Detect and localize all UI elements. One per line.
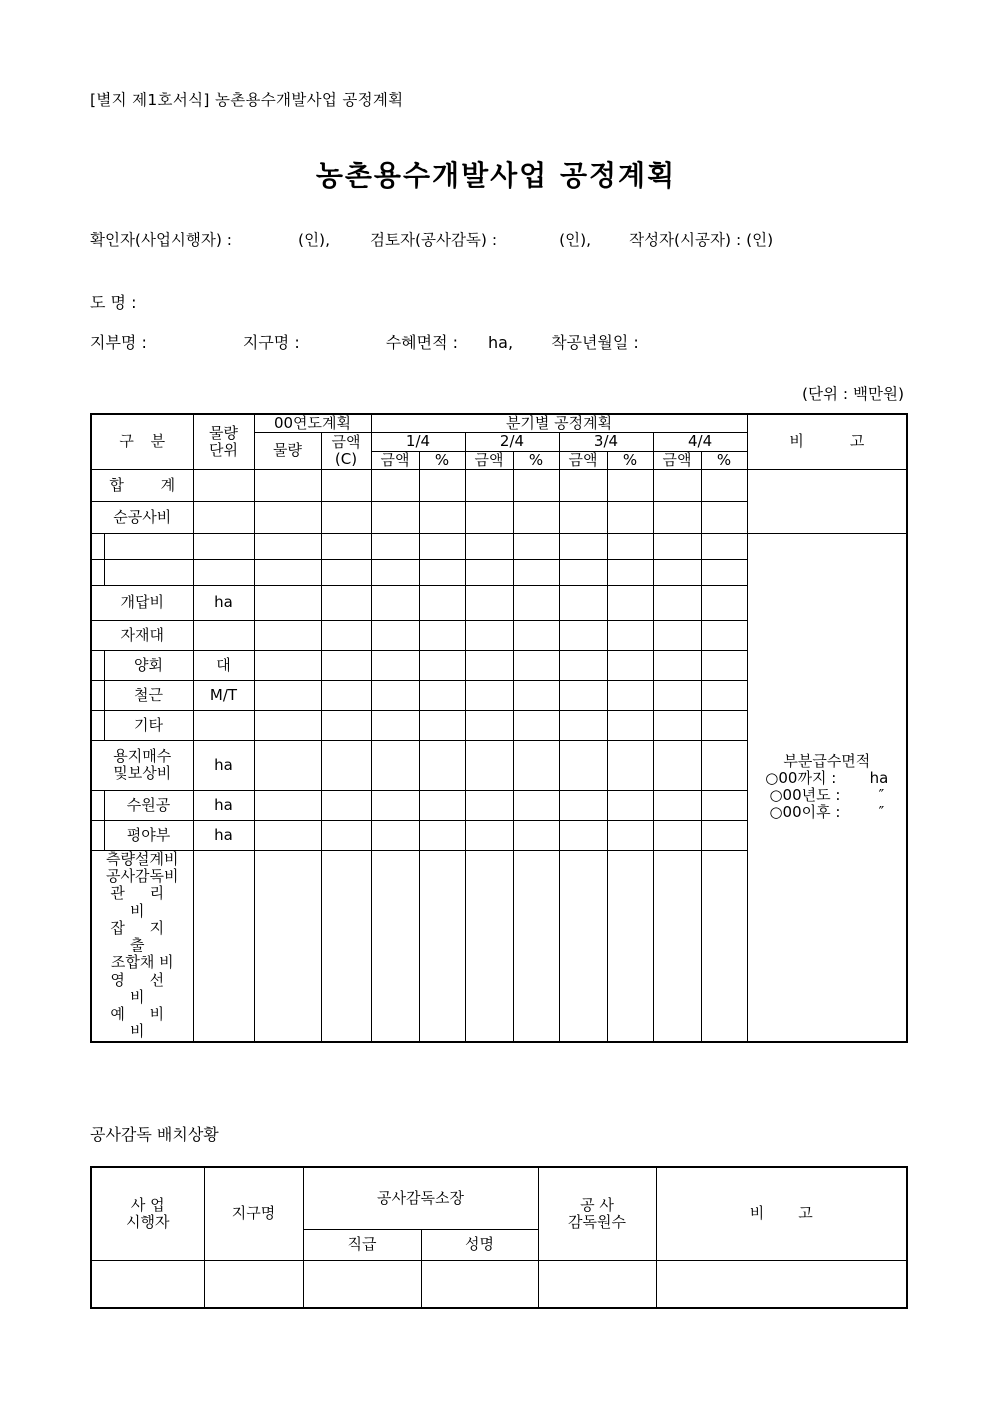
cell-q1-percent[interactable]	[419, 533, 465, 559]
cell-q3-percent[interactable]	[607, 533, 653, 559]
cell-q2-amount[interactable]	[465, 559, 513, 585]
header-quarter-1: 1/4	[371, 433, 465, 451]
page-title: 농촌용수개발사업 공정계획	[315, 159, 677, 192]
cell-year-volume[interactable]	[254, 620, 321, 650]
cell-q1-amount[interactable]	[371, 850, 419, 1041]
cell-q4-percent[interactable]	[701, 469, 747, 501]
cell-q4-percent[interactable]	[701, 585, 747, 620]
cell-q3-amount[interactable]	[559, 850, 607, 1041]
row-indent-spacer	[91, 533, 104, 559]
cell-q1-amount[interactable]	[371, 533, 419, 559]
cell-year-volume[interactable]	[254, 710, 321, 740]
row-indent-spacer	[91, 820, 104, 850]
row-label: 평야부	[104, 820, 193, 850]
cell-district[interactable]	[204, 1260, 303, 1308]
cell-year-amount[interactable]	[321, 850, 371, 1041]
expense-line: 공사감독비	[106, 867, 179, 885]
cell-year-amount[interactable]	[321, 820, 371, 850]
cell-year-volume[interactable]	[254, 850, 321, 1041]
cell-q2-percent[interactable]	[513, 790, 559, 820]
cell-q1-percent[interactable]	[419, 740, 465, 790]
cell-q1-amount[interactable]	[371, 559, 419, 585]
cell-q3-percent[interactable]	[607, 650, 653, 680]
cell-q2-amount[interactable]	[465, 501, 513, 533]
table-row	[91, 469, 907, 501]
cell-q1-amount[interactable]	[371, 820, 419, 850]
cell-q2-percent[interactable]	[513, 620, 559, 650]
cell-q4-percent[interactable]	[701, 680, 747, 710]
cell-q2-percent[interactable]	[513, 850, 559, 1041]
row-unit	[193, 710, 254, 740]
cell-year-amount[interactable]	[321, 469, 371, 501]
cell-q2-percent[interactable]	[513, 650, 559, 680]
area-label: 수혜면적 :	[385, 333, 459, 352]
cell-q4-amount[interactable]	[653, 740, 701, 790]
row-unit: ha	[193, 740, 254, 790]
cell-year-amount[interactable]	[321, 710, 371, 740]
cell-year-amount[interactable]	[321, 585, 371, 620]
header-district: 지구명	[204, 1167, 303, 1260]
header-q2-percent: %	[513, 451, 559, 469]
cell-q2-amount[interactable]	[465, 620, 513, 650]
cell-q3-percent[interactable]	[607, 585, 653, 620]
cell-year-amount[interactable]	[321, 740, 371, 790]
cell-q3-percent[interactable]	[607, 710, 653, 740]
cell-q4-percent[interactable]	[701, 850, 747, 1041]
sub-table-row	[91, 1260, 907, 1308]
cell-year-amount[interactable]	[321, 559, 371, 585]
cell-q1-amount[interactable]	[371, 501, 419, 533]
cell-q3-amount[interactable]	[559, 710, 607, 740]
expense-line: 조합채 비	[110, 953, 174, 972]
cell-q2-amount[interactable]	[465, 469, 513, 501]
table-header-row-1	[91, 414, 907, 433]
cell-year-volume[interactable]	[254, 559, 321, 585]
cell-q1-percent[interactable]	[419, 790, 465, 820]
header-chief-supervisor: 공사감독소장	[303, 1167, 538, 1229]
row-label-line1: 용지매수	[113, 747, 172, 765]
cell-year-volume[interactable]	[254, 740, 321, 790]
cell-q4-percent[interactable]	[701, 620, 747, 650]
cell-q4-amount[interactable]	[653, 469, 701, 501]
cell-q1-amount[interactable]	[371, 790, 419, 820]
district-field-row	[90, 330, 639, 353]
cell-q2-percent[interactable]	[513, 820, 559, 850]
cell-q1-amount[interactable]	[371, 620, 419, 650]
row-label[interactable]	[104, 559, 193, 585]
signature-line	[90, 228, 890, 252]
cell-q4-amount[interactable]	[653, 533, 701, 559]
cell-q2-percent[interactable]	[513, 533, 559, 559]
row-indent-spacer	[91, 650, 104, 680]
bigo-note-item: ○00이후 : ″	[769, 803, 885, 822]
cell-q3-percent[interactable]	[607, 469, 653, 501]
cell-year-amount[interactable]	[321, 501, 371, 533]
start-date-label: 착공년월일 :	[551, 333, 639, 352]
cell-year-volume[interactable]	[254, 585, 321, 620]
cell-q1-percent[interactable]	[419, 620, 465, 650]
cell-q3-amount[interactable]	[559, 559, 607, 585]
bigo-note-cell[interactable]	[747, 533, 907, 1041]
cell-year-volume[interactable]	[254, 469, 321, 501]
header-supervisor-count: 공 사 감독원수	[538, 1167, 656, 1260]
cell-q1-percent[interactable]	[419, 650, 465, 680]
header-gubun: 구 분	[91, 414, 193, 469]
cell-year-volume[interactable]	[254, 680, 321, 710]
cell-q4-amount[interactable]	[653, 710, 701, 740]
row-indent-spacer	[91, 710, 104, 740]
sub-section-heading: 공사감독 배치상황	[90, 1125, 219, 1144]
bigo-note-title: 부분급수면적	[783, 751, 871, 770]
cell-q4-percent[interactable]	[701, 710, 747, 740]
cell-name[interactable]	[421, 1260, 538, 1308]
table-row	[91, 533, 907, 559]
row-indent-spacer	[91, 790, 104, 820]
row-label: 철근	[104, 680, 193, 710]
header-agency: 사 업 시행자	[91, 1167, 204, 1260]
cell-q2-percent[interactable]	[513, 585, 559, 620]
row-label: 수원공	[104, 790, 193, 820]
unit-note: (단위 : 백만원)	[801, 385, 904, 403]
cell-q1-percent[interactable]	[419, 850, 465, 1041]
cell-supervisor-count[interactable]	[538, 1260, 656, 1308]
row-label-line2: 및보상비	[113, 764, 172, 783]
header-q3-amount: 금액	[559, 451, 607, 469]
cell-year-volume[interactable]	[254, 501, 321, 533]
row-label: 순공사비	[91, 501, 193, 533]
cell-q2-amount[interactable]	[465, 790, 513, 820]
header-year-amount: 금액 (C)	[321, 433, 371, 470]
header-quarter-2: 2/4	[465, 433, 559, 451]
cell-q2-percent[interactable]	[513, 680, 559, 710]
confirmer-seal: (인),	[298, 231, 331, 249]
cell-year-volume[interactable]	[254, 790, 321, 820]
cell-q2-amount[interactable]	[465, 533, 513, 559]
cell-q2-amount[interactable]	[465, 680, 513, 710]
cell-q1-amount[interactable]	[371, 469, 419, 501]
row-unit	[193, 533, 254, 559]
area-unit: ha,	[488, 333, 514, 352]
cell-q3-percent[interactable]	[607, 620, 653, 650]
header-q1-amount: 금액	[371, 451, 419, 469]
cell-q4-percent[interactable]	[701, 533, 747, 559]
reviewer-seal: (인),	[559, 231, 592, 249]
expense-line: 영 선 비	[110, 970, 175, 1006]
header-bigo: 비 고	[656, 1167, 907, 1260]
cell-q3-amount[interactable]	[559, 533, 607, 559]
cell-q1-amount[interactable]	[371, 650, 419, 680]
row-indent-spacer	[91, 559, 104, 585]
header-bigo: 비 고	[747, 414, 907, 469]
expense-line: 잡 지 출	[110, 918, 175, 954]
reviewer-label: 검토자(공사감독) :	[370, 231, 498, 249]
cell-q2-amount[interactable]	[465, 710, 513, 740]
cell-q2-amount[interactable]	[465, 740, 513, 790]
cell-q4-amount[interactable]	[653, 820, 701, 850]
cell-year-amount[interactable]	[321, 620, 371, 650]
cell-year-amount[interactable]	[321, 533, 371, 559]
cell-q4-amount[interactable]	[653, 790, 701, 820]
row-unit: ha	[193, 820, 254, 850]
cell-year-volume[interactable]	[254, 820, 321, 850]
header-rank: 직급	[303, 1229, 421, 1260]
row-label[interactable]	[104, 533, 193, 559]
province-field-row	[90, 290, 136, 313]
cell-q4-percent[interactable]	[701, 820, 747, 850]
cell-q3-amount[interactable]	[559, 469, 607, 501]
form-code-label: [별지 제1호서식] 농촌용수개발사업 공정계획	[90, 91, 404, 109]
cell-rank[interactable]	[303, 1260, 421, 1308]
cell-q3-amount[interactable]	[559, 650, 607, 680]
cell-q3-amount[interactable]	[559, 620, 607, 650]
cell-q2-percent[interactable]	[513, 469, 559, 501]
cell-q2-amount[interactable]	[465, 820, 513, 850]
row-label: 양회	[104, 650, 193, 680]
branch-label: 지부명 :	[90, 333, 147, 352]
cell-q3-amount[interactable]	[559, 790, 607, 820]
cell-q1-percent[interactable]	[419, 585, 465, 620]
row-unit	[193, 850, 254, 1041]
cell-q2-percent[interactable]	[513, 740, 559, 790]
cell-bigo[interactable]	[656, 1260, 907, 1308]
cell-q3-amount[interactable]	[559, 740, 607, 790]
cell-q1-percent[interactable]	[419, 820, 465, 850]
row-unit	[193, 501, 254, 533]
cell-q2-percent[interactable]	[513, 710, 559, 740]
cell-q3-amount[interactable]	[559, 501, 607, 533]
cell-year-volume[interactable]	[254, 650, 321, 680]
row-unit: ha	[193, 585, 254, 620]
supervisor-assignment-table	[90, 1166, 908, 1309]
row-label: 개답비	[91, 585, 193, 620]
header-year-volume: 물량	[254, 433, 321, 470]
row-label: 자재대	[91, 620, 193, 650]
header-q4-percent: %	[701, 451, 747, 469]
cell-q4-amount[interactable]	[653, 559, 701, 585]
cell-q4-amount[interactable]	[653, 585, 701, 620]
cell-q3-percent[interactable]	[607, 820, 653, 850]
cell-q3-percent[interactable]	[607, 559, 653, 585]
cell-q1-percent[interactable]	[419, 710, 465, 740]
cell-q4-amount[interactable]	[653, 501, 701, 533]
row-unit	[193, 469, 254, 501]
cell-q3-amount[interactable]	[559, 820, 607, 850]
sub-table-header-row-1	[91, 1167, 907, 1229]
row-unit	[193, 620, 254, 650]
cell-q2-amount[interactable]	[465, 850, 513, 1041]
row-unit: 대	[193, 650, 254, 680]
cell-agency[interactable]	[91, 1260, 204, 1308]
expense-line: 예 비 비	[110, 1005, 175, 1041]
row-label: 합 계	[91, 469, 193, 501]
cell-q1-percent[interactable]	[419, 469, 465, 501]
expense-line: 관 리 비	[110, 884, 175, 920]
row-unit	[193, 559, 254, 585]
cell-year-amount[interactable]	[321, 650, 371, 680]
bigo-note-item: ○00까지 : ha	[765, 768, 889, 787]
cell-q1-amount[interactable]	[371, 680, 419, 710]
header-name: 성명	[421, 1229, 538, 1260]
cell-q3-amount[interactable]	[559, 680, 607, 710]
row-indent-spacer	[91, 680, 104, 710]
cell-q1-percent[interactable]	[419, 559, 465, 585]
cell-year-amount[interactable]	[321, 790, 371, 820]
cell-q2-amount[interactable]	[465, 585, 513, 620]
cell-q2-percent[interactable]	[513, 501, 559, 533]
header-quarter-4: 4/4	[653, 433, 747, 451]
cell-q2-percent[interactable]	[513, 559, 559, 585]
province-label: 도 명 :	[90, 293, 137, 312]
row-label	[91, 740, 193, 790]
cell-q3-amount[interactable]	[559, 585, 607, 620]
header-q4-amount: 금액	[653, 451, 701, 469]
header-q2-amount: 금액	[465, 451, 513, 469]
cell-q1-amount[interactable]	[371, 585, 419, 620]
cell-q4-percent[interactable]	[701, 650, 747, 680]
cell-q3-percent[interactable]	[607, 850, 653, 1041]
cell-year-volume[interactable]	[254, 533, 321, 559]
author-seal: (인)	[746, 231, 774, 249]
header-year-plan: 00연도계획	[254, 414, 371, 433]
cell-q1-percent[interactable]	[419, 501, 465, 533]
cell-q4-percent[interactable]	[701, 740, 747, 790]
cell-q3-percent[interactable]	[607, 501, 653, 533]
cell-q4-percent[interactable]	[701, 501, 747, 533]
cell-year-amount[interactable]	[321, 680, 371, 710]
header-quarter-3: 3/4	[559, 433, 653, 451]
header-quarterly-plan: 분기별 공정계획	[371, 414, 747, 433]
bigo-note-item: ○00년도 : ″	[769, 786, 885, 805]
cell-q1-amount[interactable]	[371, 710, 419, 740]
cell-q4-percent[interactable]	[701, 790, 747, 820]
header-unit: 물량 단위	[193, 414, 254, 469]
schedule-plan-table	[90, 413, 908, 1043]
author-label: 작성자(시공자) :	[629, 231, 742, 249]
row-label: 기타	[104, 710, 193, 740]
confirmer-label: 확인자(사업시행자) :	[90, 231, 233, 249]
cell-q3-percent[interactable]	[607, 790, 653, 820]
cell-q1-amount[interactable]	[371, 740, 419, 790]
cell-q4-amount[interactable]	[653, 680, 701, 710]
cell-q2-amount[interactable]	[465, 650, 513, 680]
header-q1-percent: %	[419, 451, 465, 469]
district-label: 지구명 :	[242, 333, 300, 352]
cell-q4-amount[interactable]	[653, 650, 701, 680]
cell-q4-amount[interactable]	[653, 620, 701, 650]
expense-line: 측량설계비	[106, 849, 179, 868]
cell-q3-percent[interactable]	[607, 740, 653, 790]
cell-q3-percent[interactable]	[607, 680, 653, 710]
cell-q4-amount[interactable]	[653, 850, 701, 1041]
header-q3-percent: %	[607, 451, 653, 469]
row-unit: M/T	[193, 680, 254, 710]
row-unit: ha	[193, 790, 254, 820]
row-label-expense-list	[91, 850, 193, 1041]
cell-q1-percent[interactable]	[419, 680, 465, 710]
cell-bigo-top[interactable]	[747, 469, 907, 533]
cell-q4-percent[interactable]	[701, 559, 747, 585]
